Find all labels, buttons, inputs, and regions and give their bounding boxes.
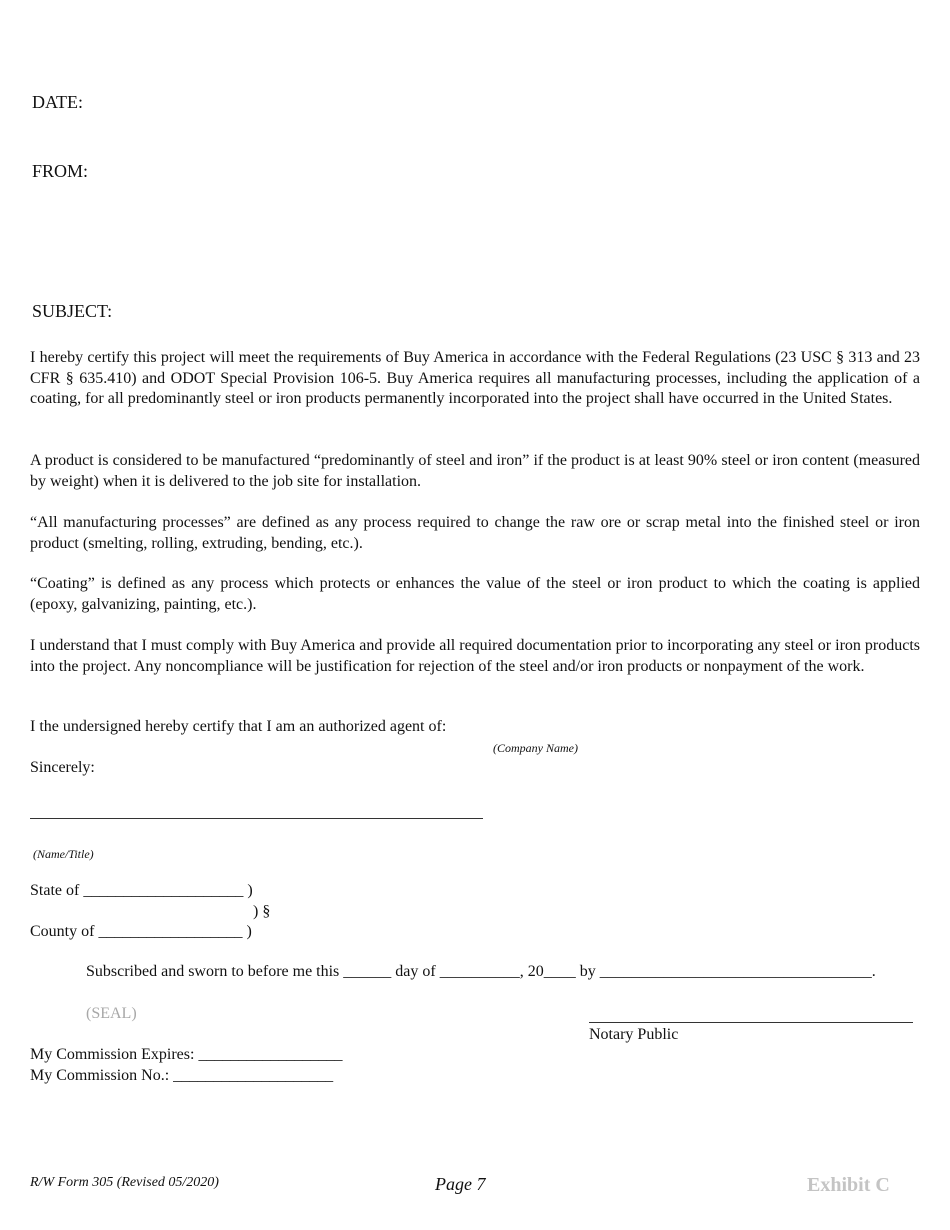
- subscribed-sworn-line: Subscribed and sworn to before me this ______ day of __________, 20____ by __________________________________.: [86, 963, 876, 980]
- date-label: DATE:: [32, 92, 83, 112]
- commission-expires-field: My Commission Expires: __________________: [30, 1046, 343, 1063]
- commission-number-field: My Commission No.: ____________________: [30, 1067, 334, 1084]
- from-label: FROM:: [32, 161, 89, 181]
- company-name-caption: (Company Name): [493, 741, 578, 755]
- manufacturing-processes-paragraph: “All manufacturing processes” are defined as any process required to change the raw ore or scrap metal into the finished steel or iron product (smelting, rolling, extruding, bending, etc.).: [30, 514, 920, 552]
- exhibit-label: Exhibit C: [807, 1174, 890, 1196]
- coating-paragraph: “Coating” is defined as any process which protects or enhances the value of the steel or iron product to which the coating is applied (epoxy, galvanizing, painting, etc.).: [30, 575, 920, 613]
- authorized-agent-statement: I the undersigned hereby certify that I am an authorized agent of:: [30, 718, 447, 735]
- predominantly-steel-paragraph: A product is considered to be manufactured “predominantly of steel and iron” if the product is at least 90% steel or iron content (measured by weight) when it is delivered to the job site for installation.: [30, 452, 920, 490]
- notary-signature-line: [589, 1022, 913, 1023]
- seal-placeholder: (SEAL): [86, 1005, 137, 1022]
- county-of-field: County of __________________ ): [30, 923, 252, 940]
- notary-public-label: Notary Public: [589, 1026, 679, 1043]
- sincerely-label: Sincerely:: [30, 759, 95, 776]
- page-number: Page 7: [435, 1174, 486, 1194]
- section-symbol-line: ) §: [253, 903, 271, 920]
- subject-label: SUBJECT:: [32, 301, 113, 321]
- name-title-caption: (Name/Title): [33, 847, 94, 861]
- compliance-paragraph: I understand that I must comply with Buy America and provide all required documentation prior to incorporating any steel or iron products into the project. Any noncompliance will be justification for rejection of the steel and/or iron products or nonpayment of the work.: [30, 637, 920, 675]
- certification-paragraph: I hereby certify this project will meet the requirements of Buy America in accordance with the Federal Regulations (23 USC § 313 and 23 CFR § 635.410) and ODOT Special Provision 106-5. Buy America requires all manufacturing processes, including the application of a coating, for all predominantly steel or iron products permanently incorporated into the project shall have occurred in the United States.: [30, 349, 920, 407]
- state-of-field: State of ____________________ ): [30, 882, 253, 899]
- signature-line: [30, 818, 483, 819]
- form-identifier: R/W Form 305 (Revised 05/2020): [30, 1175, 219, 1190]
